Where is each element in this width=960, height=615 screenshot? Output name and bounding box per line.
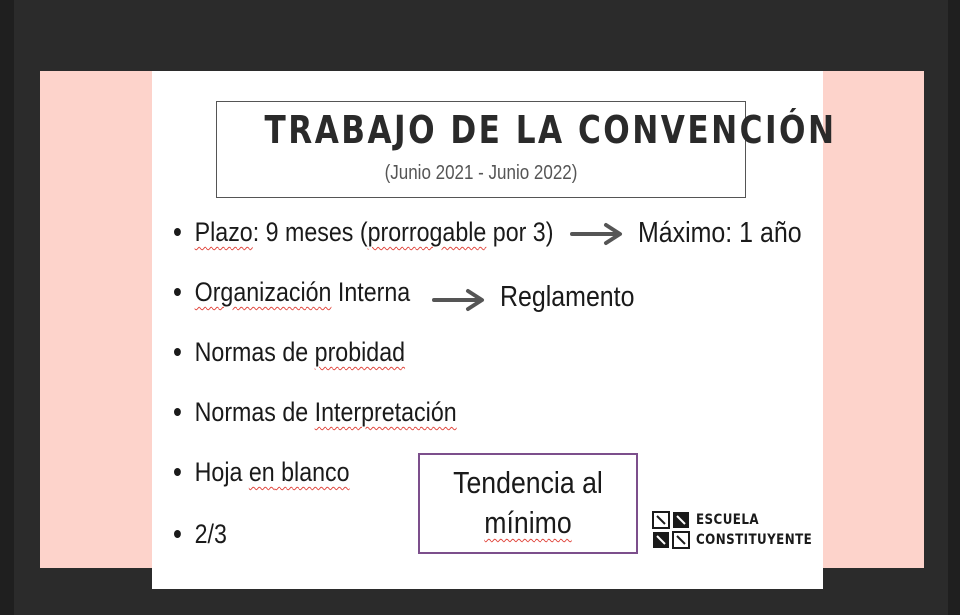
bullet-hoja-en-blanco	[174, 457, 350, 493]
bullet-dot	[174, 228, 181, 236]
logo-text-line-1: ESCUELA	[696, 512, 759, 528]
bullet-interpretacion	[174, 397, 457, 433]
logo-text-line-2: CONSTITUYENTE	[696, 532, 813, 548]
bullet-organizacion	[174, 277, 410, 313]
bullet-text-part: Normas de	[194, 397, 315, 427]
maximo-label: Máximo: 1 año	[638, 217, 802, 249]
bullet-dot	[174, 348, 181, 356]
bullet-text-part: Interpretación	[314, 397, 457, 427]
bullet-text-part: Plazo	[194, 217, 253, 247]
arrow-right-icon	[432, 288, 488, 312]
bullet-text-part: Interna	[331, 277, 411, 307]
title-box	[216, 101, 837, 198]
bullet-text-part: Organización	[194, 277, 332, 307]
bullet-dos-tercios	[174, 519, 227, 555]
bullet-dot	[174, 408, 181, 416]
bullet-text-part: Hoja	[194, 457, 249, 487]
bullet-text-part: 2/3	[194, 519, 227, 549]
bullet-text-part: Normas de	[194, 337, 315, 367]
tendencia-box	[418, 453, 638, 554]
viewer-left-edge	[0, 0, 14, 615]
bullet-text-part: : 9 meses (	[252, 217, 368, 247]
bullet-dot	[174, 530, 181, 538]
tendencia-line-2: mínimo	[484, 505, 572, 540]
bullet-dot	[174, 468, 181, 476]
bullet-text-part: probidad	[314, 337, 406, 367]
viewer-right-edge	[948, 0, 960, 615]
bullet-text-part: por 3)	[486, 217, 554, 247]
reglamento-label: Reglamento	[500, 281, 635, 313]
arrow-right-icon	[570, 222, 626, 246]
bullet-dot	[174, 288, 181, 296]
slide[interactable]	[152, 71, 837, 589]
bullet-text-part: blanco	[274, 457, 350, 487]
bullet-plazo	[174, 217, 553, 253]
slide-title: TRABAJO DE LA CONVENCIÓN	[264, 108, 837, 152]
escuela-constituyente-logo	[652, 509, 822, 553]
escuela-constituyente-logo-icon	[652, 511, 690, 549]
tendencia-line-1: Tendencia al	[453, 465, 603, 500]
bullet-text-part: prorrogable	[367, 217, 487, 247]
bullet-text-part: en	[248, 457, 275, 487]
bullet-probidad	[174, 337, 405, 373]
slide-subtitle: (Junio 2021 - Junio 2022)	[384, 162, 578, 184]
